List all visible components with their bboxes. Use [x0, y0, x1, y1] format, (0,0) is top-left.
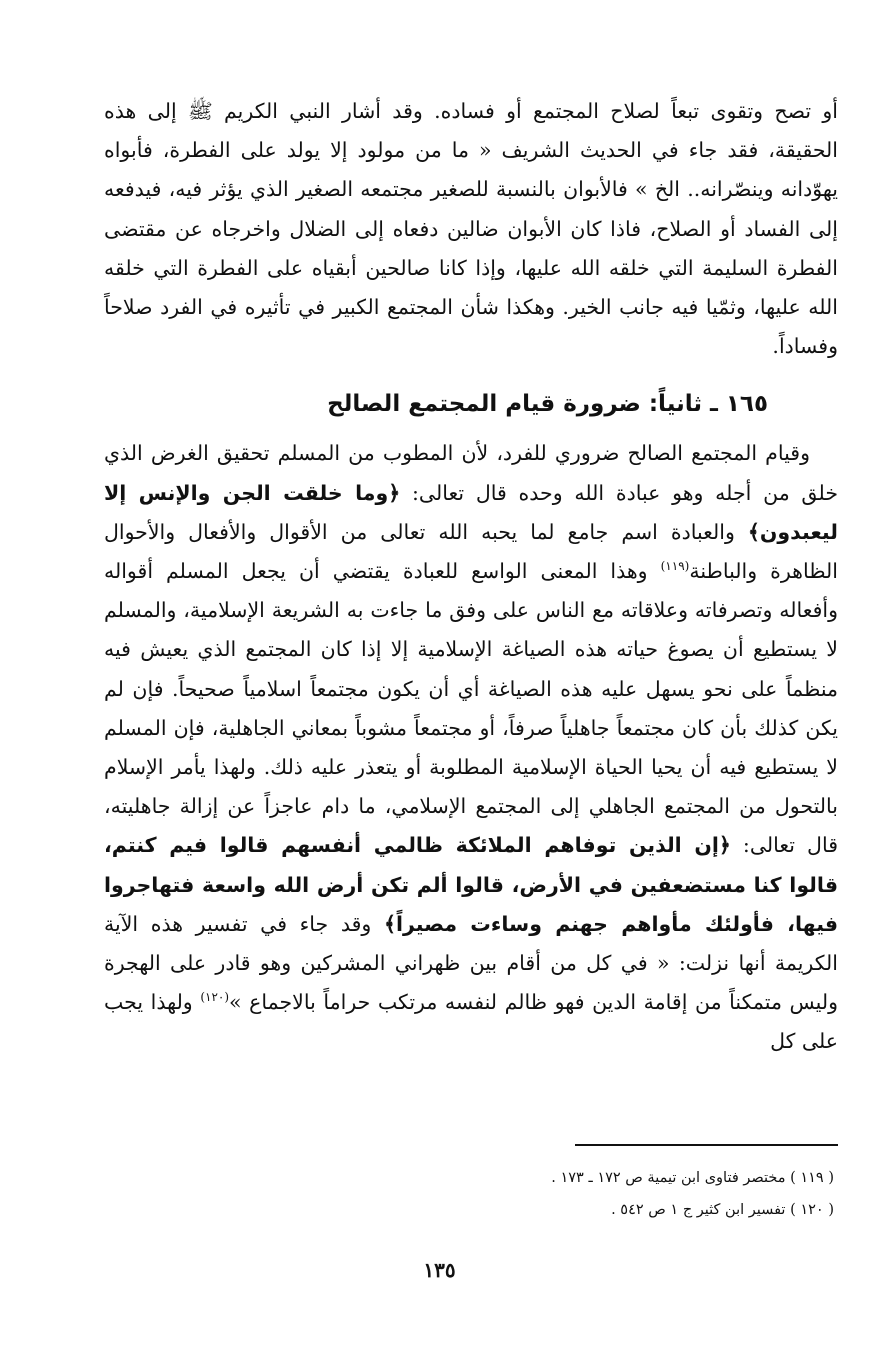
footnote-120: ( ١٢٠ ) تفسير ابن كثير ج ١ ص ٥٤٢ .	[611, 1202, 834, 1218]
page-number: ١٣٥	[423, 1258, 456, 1282]
paragraph-2-text-b: والعبادة اسم جامع لما يحبه الله تعالى من الأقوال والأفعال والأحوال الظاهرة والباطنة	[104, 519, 838, 584]
footnote-divider	[575, 1144, 838, 1146]
page-body	[104, 92, 838, 1062]
footnote-ref-119[interactable]: (١١٩)	[660, 559, 690, 574]
quran-quote-2: ﴿إن الذين توفاهم الملائكة ظالمي أنفسهم قالوا فيم كنتم، قالوا كنا مستضعفين في الأرض، قالوا ألم تكن أرض الله واسعة فتهاجروا فيها، فأولئك مأواهم جهنم وساءت مصيراً﴾	[104, 833, 838, 936]
section-heading: ١٦٥ ـ ثانياً: ضرورة قيام المجتمع الصالح	[327, 391, 768, 418]
paragraph-2-text-e: ولهذا يجب على كل	[104, 990, 838, 1054]
paragraph-1: أو تصح وتقوى تبعاً لصلاح المجتمع أو فساده. وقد أشار النبي الكريم ﷺ إلى هذه الحقيقة، فقد جاء في الحديث الشريف « ما من مولود إلا يولد على الفطرة، فأبواه يهوّدانه وينصّرانه.. الخ » فالأبوان بالنسبة للصغير مجتمعه الصغير الذي يؤثر فيه، فيدفعه إلى الفساد أو الصلاح، فاذا كان الأبوان ضالين دفعاه إلى الضلال واخرجاه عن مقتضى الفطرة السليمة التي خلقه الله عليها، وإذا كانا صالحين أبقياه على الفطرة التي خلقه الله عليها، وثمّيا فيه جانب الخير. وهكذا شأن المجتمع الكبير في تأثيره في الفرد صلاحاً وفساداً.	[104, 99, 838, 359]
footnote-119: ( ١١٩ ) مختصر فتاوى ابن تيمية ص ١٧٢ ـ ١٧٣ .	[551, 1170, 834, 1186]
footnotes	[104, 1162, 834, 1226]
footnote-ref-120[interactable]: (١٢٠)	[200, 990, 230, 1005]
quran-quote-1: ﴿وما خلقت الجن والإنس إلا ليعبدون﴾	[104, 480, 838, 544]
paragraph-2-text-c: وهذا المعنى الواسع للعبادة يقتضي أن يجعل المسلم أقواله وأفعاله وتصرفاته وعلاقاته مع الناس على وفق ما جاءت به الشريعة الإسلامية، والمسلم لا يستطيع أن يصوغ حياته هذه الصياغة الإسلامية إلا إذا كان المجتمع الذي يعيش فيه منظماً على نحو يسهل عليه هذه الصياغة أي أن يكون مجتمعاً اسلامياً صحيحاً. فإن لم يكن كذلك بأن كان مجتمعاً جاهلياً صرفاً، أو مجتمعاً مشوباً بمعاني الجاهلية، فإن المسلم لا يستطيع فيه أن يحيا الحياة الإسلامية المطلوبة أو يتعذر عليه ذلك. ولهذا يأمر الإسلام بالتحول من المجتمع الجاهلي إلى المجتمع الإسلامي، ما دام عاجزاً عن إزالة جاهليته، قال تعالى:	[104, 559, 838, 858]
paragraph-2	[104, 434, 838, 1061]
paragraph-2-text-d: وقد جاء في تفسير هذه الآية الكريمة أنها نزلت: « في كل من أقام بين ظهراني المشركين وهو قادر على الهجرة وليس متمكناً من إقامة الدين فهو ظالم لنفسه مرتكب حراماً بالاجماع »	[104, 911, 838, 1015]
paragraph-2-text-a: وقيام المجتمع الصالح ضروري للفرد، لأن المطوب من المسلم تحقيق الغرض الذي خلق من أجله وهو عبادة الله وحده قال تعالى:	[104, 441, 838, 505]
